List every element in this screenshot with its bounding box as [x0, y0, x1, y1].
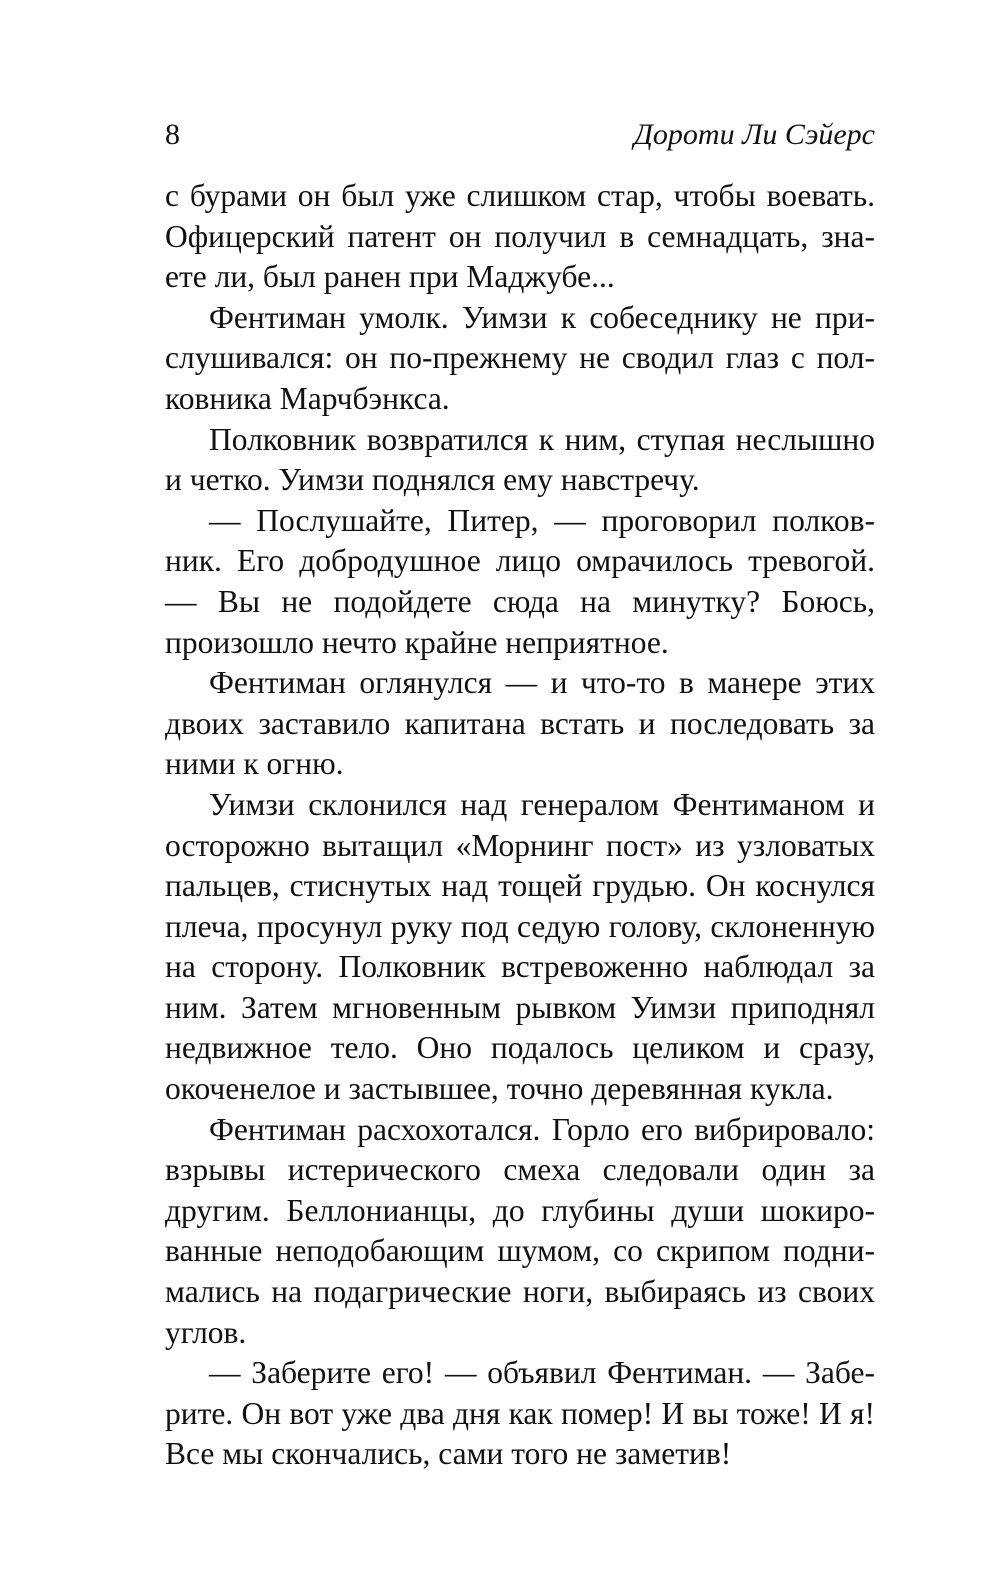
body-text	[165, 176, 875, 1475]
paragraph: — Послушайте, Питер, — проговорил полковник. Его добродушное лицо омрачилось тревогой. — Вы не подойдете сюда на минутку? Боюсь, произошло нечто крайне неприятное.	[165, 502, 875, 660]
paragraph: Фентиман умолк. Уимзи к собеседнику не прислушивался: он по-прежнему не сводил глаз с полковника Марчбэнкса.	[165, 299, 875, 416]
book-page	[165, 118, 875, 1475]
paragraph: Фентиман оглянулся — и что-то в манере этих двоих заставило капитана встать и последовать за ними к огню.	[165, 665, 875, 782]
running-header	[165, 118, 875, 176]
paragraph: Полковник возвратился к ним, ступая неслышно и четко. Уимзи поднялся ему навстречу.	[165, 421, 875, 498]
paragraph: Уимзи склонился над генералом Фентиманом и осторожно вытащил «Морнинг пост» из узловатых пальцев, стиснутых над тощей грудью. Он коснулся плеча, просунул руку под седую голову, склоненную на сторону. Полковник встревоженно наблюдал за ним. Затем мгновенным рывком Уимзи приподнял недвижное тело. Оно подалось целиком и сразу, окоченелое и застывшее, точно деревянная кукла.	[165, 786, 875, 1107]
paragraph: — Заберите его! — объявил Фентиман. — Заберите. Он вот уже два дня как помер! И вы тоже! И я! Все мы скончались, сами того не заметив!	[165, 1355, 875, 1472]
author-name: Дороти Ли Сэйерс	[633, 118, 875, 151]
paragraph: с бурами он был уже слишком стар, чтобы воевать. Офицерский патент он получил в семнадцать, знаете ли, был ранен при Маджубе...	[165, 178, 875, 295]
paragraph: Фентиман расхохотался. Горло его вибрировало: взрывы истерического смеха следовали один за другим. Беллонианцы, до глубины души шокированные неподобающим шумом, со скрипом поднимались на подагрические ноги, выбираясь из своих углов.	[165, 1111, 875, 1350]
page-number: 8	[165, 118, 180, 151]
